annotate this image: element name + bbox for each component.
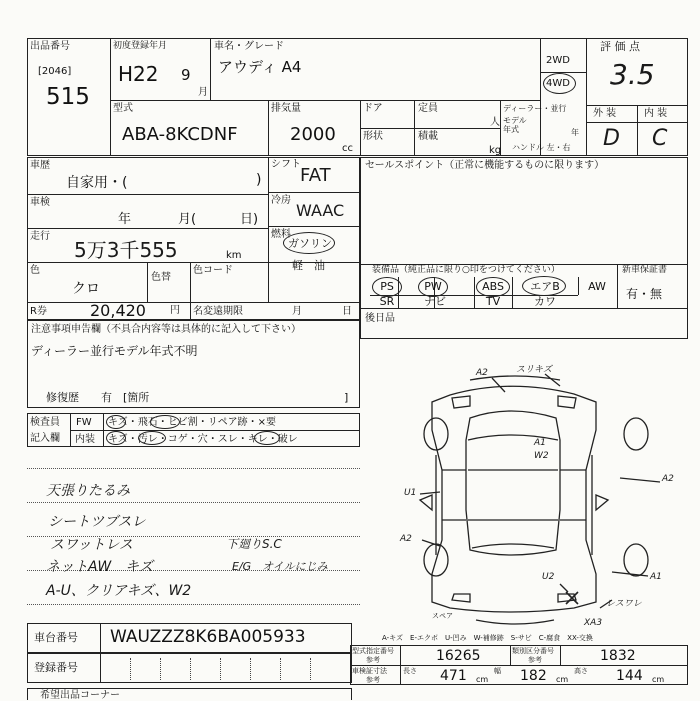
lot-code: [2046] — [38, 66, 72, 77]
color-value: クロ — [72, 281, 100, 297]
model-label: 型式 — [113, 103, 133, 114]
recycle-value: 20,420 — [90, 301, 146, 320]
dealer-handle-label: ハンドル 左・右 — [512, 143, 571, 152]
name-change-label: 名変遠期限 — [193, 306, 243, 317]
equip-abs: ABS — [482, 280, 504, 293]
recycle-unit: 円 — [170, 305, 180, 316]
color-code-label: 色コード — [193, 265, 233, 276]
first-reg-month: 9 — [181, 66, 191, 84]
repair-close: ] — [344, 391, 349, 404]
displacement-label: 排気量 — [271, 103, 301, 114]
inspector-fw: FW — [76, 417, 92, 428]
mark-a2-top: A2 — [476, 368, 488, 378]
warranty-value: 有・無 — [626, 287, 663, 301]
hand-note-3: スワットレス — [50, 537, 133, 553]
spec-type-ref: 参考 — [366, 656, 380, 664]
mark-spare: スペア — [432, 612, 453, 620]
inspector-label-1: 検査員 — [30, 417, 60, 428]
sales-point-label: セールスポイント（正常に機能するものに限ります） — [365, 160, 605, 171]
lot-label: 出品番号 — [30, 41, 70, 52]
mark-a1-roof: A1 — [534, 438, 546, 448]
spec-width-label: 幅 — [494, 667, 501, 675]
grade-interior: C — [652, 126, 668, 151]
displacement-value: 2000 — [290, 124, 336, 145]
equip-ps: PS — [380, 280, 394, 293]
rear-seat-label: 後日品 — [365, 313, 395, 324]
spec-height: 144 — [616, 668, 643, 684]
ac-label: 冷房 — [271, 195, 291, 206]
name-change-day: 日 — [342, 306, 352, 317]
inspector-label-2: 記入欄 — [30, 433, 60, 444]
spec-size-ref: 参考 — [366, 676, 380, 684]
mark-a2-right: A2 — [662, 474, 674, 484]
equip-airbag: エアB — [530, 280, 560, 293]
inspection-year-unit: 年 — [118, 212, 132, 227]
hand-note-4: ネットAW キズ — [46, 559, 153, 575]
model-value: ABA-8KCDNF — [122, 124, 238, 145]
mark-a2-left: A2 — [400, 534, 412, 544]
mark-u1-left: U1 — [404, 488, 417, 498]
load-unit: kg — [489, 145, 502, 156]
fuel-diesel: 軽 油 — [292, 259, 325, 272]
ac-value: WAAC — [296, 201, 345, 220]
recycle-label: R券 — [30, 306, 47, 317]
history-value: 自家用・( — [66, 175, 128, 191]
grade-exterior-label: 外 装 — [593, 108, 617, 119]
inspector-items-2: キズ・汚レ・コゲ・穴・スレ・キレ・破レ — [108, 434, 298, 445]
inspector-items-1: キズ・飛石・ヒビ割・リペア跡・×要 — [108, 417, 276, 428]
doors-shape-label: 形状 — [363, 131, 383, 142]
drive-4wd: 4WD — [546, 78, 570, 89]
dealer-year-unit: 年 — [571, 128, 579, 137]
spec-size-label: 車検証寸法 — [352, 667, 387, 675]
history-close: ) — [256, 172, 262, 188]
grade-score: 3.5 — [610, 58, 655, 91]
drive-2wd: 2WD — [546, 55, 570, 66]
chassis-value: WAUZZZ8K6BA005933 — [110, 627, 306, 647]
mileage-label: 走行 — [30, 231, 50, 242]
hand-note-5: A-U、クリアキズ、W2 — [46, 583, 192, 599]
name-change-month: 月 — [292, 306, 302, 317]
history-label: 車歴 — [30, 160, 50, 171]
mark-u2-bottom: U2 — [542, 572, 555, 582]
spec-height-unit: cm — [652, 675, 665, 684]
fuel-gasoline: ガソリン — [288, 237, 332, 250]
chassis-label: 車台番号 — [34, 631, 78, 644]
registration-label: 登録番号 — [34, 661, 78, 674]
shift-value: FAT — [300, 165, 331, 186]
mark-top: スリキズ — [516, 365, 552, 375]
car-name-value: アウディ A4 — [218, 58, 302, 76]
mark-dent: レスワレ — [606, 599, 642, 609]
inspection-label: 車検 — [30, 197, 50, 208]
spec-type-value: 16265 — [436, 648, 481, 664]
spec-length: 471 — [440, 668, 467, 684]
inspector-interior: 内装 — [75, 434, 95, 445]
spec-width-unit: cm — [556, 675, 569, 684]
mileage-value: 5万3千555 — [74, 238, 178, 262]
doors-label: ドア — [363, 103, 383, 114]
first-reg-label: 初度登録年月 — [113, 41, 168, 51]
capacity-label: 定員 — [418, 103, 438, 114]
bottom-label: 希望出品コーナー — [40, 690, 120, 701]
equip-navi: ナビ — [424, 295, 446, 308]
capacity-unit: 人 — [490, 117, 500, 128]
mark-xa3: XA3 — [584, 618, 603, 628]
equip-aw: AW — [588, 280, 606, 293]
mark-a1-bottom: A1 — [650, 572, 662, 582]
spec-width: 182 — [520, 668, 547, 684]
hand-note-1: 天張りたるみ — [46, 483, 130, 499]
spec-type-label: 型式指定番号 — [352, 647, 394, 655]
dealer-year-label: 年式 — [503, 125, 519, 134]
grade-label: 評 価 点 — [600, 40, 640, 53]
equipment-label: 装備品（純正品に限り○印をつけてください） — [372, 265, 560, 275]
spec-length-unit: cm — [476, 675, 489, 684]
hand-note-2: シートツブスレ — [48, 514, 146, 530]
mileage-unit: km — [226, 250, 242, 261]
mark-w2-roof: W2 — [534, 451, 549, 461]
equip-sr: SR — [379, 295, 395, 308]
first-reg-era-year: H22 — [118, 62, 159, 86]
side-note-1: 下廻りS.C — [226, 537, 282, 551]
warranty-label: 新車保証書 — [622, 265, 668, 275]
damage-legend: A-キズ E-エクボ U-凹み W-補修跡 S-サビ C-腐食 XX-交換 — [382, 634, 593, 642]
grade-exterior: D — [603, 126, 620, 151]
first-reg-month-unit: 月 — [198, 87, 208, 98]
color-change-label: 色替 — [151, 272, 171, 283]
repair-label: 修復歴 有 [箇所 — [46, 391, 150, 404]
shift-label: シフト — [271, 159, 301, 170]
side-note-2: E/G オイルにじみ — [232, 560, 328, 573]
dealer-label: ディーラー・並行 — [503, 104, 567, 113]
displacement-unit: cc — [342, 143, 353, 154]
dealer-model-label: モデル — [503, 116, 527, 125]
notes-text: ディーラー並行モデル年式不明 — [31, 344, 198, 358]
spec-length-label: 長さ — [403, 667, 417, 675]
color-label: 色 — [30, 265, 40, 276]
load-label: 積載 — [418, 131, 438, 142]
notes-label: 注意事項申告欄（不具合内容等は具体的に記入して下さい） — [31, 324, 301, 335]
spec-class-label: 類別区分番号 — [512, 647, 554, 655]
spec-class-ref: 参考 — [528, 656, 542, 664]
fuel-label: 燃料 — [271, 229, 291, 240]
grade-interior-label: 内 装 — [644, 108, 668, 119]
lot-number: 515 — [46, 84, 90, 110]
equip-pw: PW — [424, 280, 442, 293]
equip-leather: カワ — [534, 295, 556, 308]
equip-tv: TV — [485, 295, 501, 308]
car-name-label: 車名・グレード — [214, 41, 284, 52]
spec-class-value: 1832 — [600, 648, 636, 664]
spec-height-label: 高さ — [574, 667, 588, 675]
inspection-day-unit: 日) — [240, 212, 259, 227]
inspection-month-unit: 月( — [178, 212, 197, 227]
